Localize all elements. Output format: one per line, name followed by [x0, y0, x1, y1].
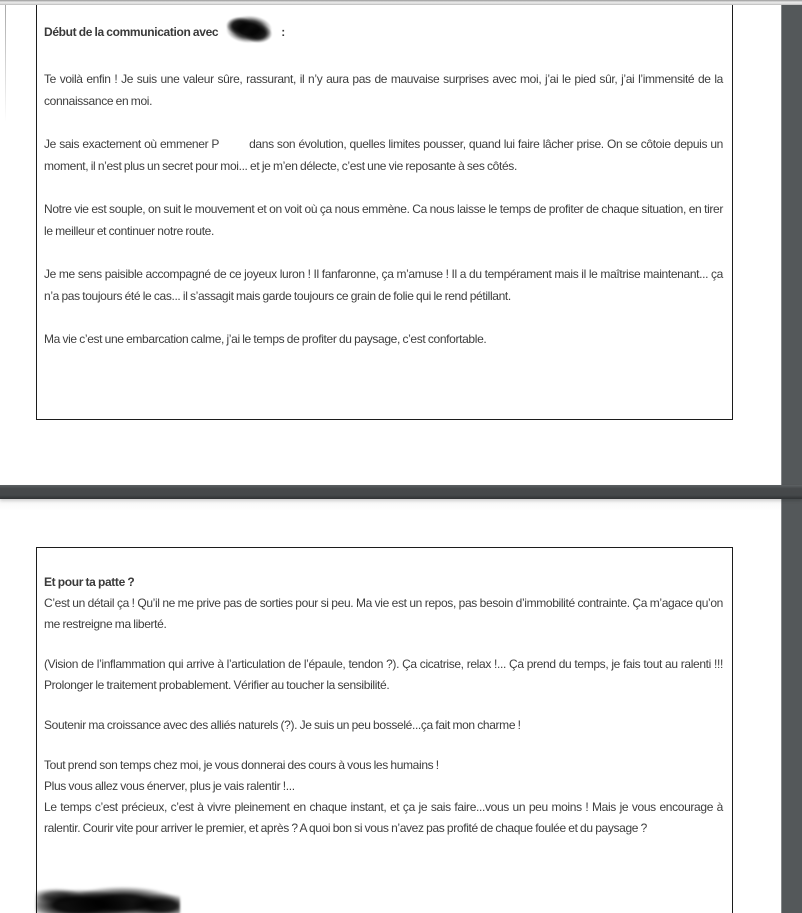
- left-page-edge-line: [5, 4, 6, 122]
- page-break-band: [0, 485, 802, 499]
- redacted-name-scribble: [220, 11, 278, 49]
- page1-paragraph-2: [44, 134, 723, 177]
- page1-paragraph-2-end: dans son évolution, quelles limites pousser, quand lui faire lâcher prise. On se côtoie depuis un moment, il n’est plus un secret pour moi... et je m’en délecte, c’est une vie reposante à ses côtés.: [44, 137, 723, 173]
- page2-paragraph-2: (Vision de l’inflammation qui arrive à l’articulation de l’épaule, tendon ?). Ça cicatrise, relax !... Ça prend du temps, je fais tout au ralenti !!! Prolonger le traitement probablement. Vérifier au toucher la sensibilité.: [44, 657, 723, 692]
- page1-title-text: Début de la communication avec: [44, 25, 219, 39]
- page2-line-3: Le temps c’est précieux, c’est à vivre pleinement en chaque instant, et ça je sais faire...vous un peu moins ! Mais je vous encourage à ralentir. Courir vite pour arriver le premier, et après ? A quoi bon si vous n’avez pas profité de chaque foulée et du paysage ?: [44, 800, 723, 835]
- page1-paragraph-5: Ma vie c’est une embarcation calme, j’ai le temps de profiter du paysage, c’est confortable.: [44, 332, 487, 346]
- page1-title-colon: :: [281, 25, 285, 39]
- page2-paragraph-1: C’est un détail ça ! Qu’il ne me prive pas de sorties pour si peu. Ma vie est un repos, pas besoin d’immobilité contrainte. Ça m’agace qu’on me restreigne ma liberté.: [44, 596, 723, 631]
- page1-title: [44, 11, 723, 49]
- right-gutter: [781, 0, 802, 913]
- page1-paragraph-1: Te voilà enfin ! Je suis une valeur sûre, rassurant, il n’y aura pas de mauvaise surprises avec moi, j’ai le pied sûr, j’ai l’immensité de la connaissance en moi.: [44, 72, 723, 108]
- page1-paragraph-2-start: Je sais exactement où emmener P: [44, 137, 220, 151]
- page2-line-1: Tout prend son temps chez moi, je vous donnerai des cours à vous les humains !: [44, 758, 439, 772]
- redacted-signature-scribble: [36, 879, 180, 913]
- communication-box-page2: [36, 547, 733, 913]
- page2-line-2: Plus vous allez vous énerver, plus je vais ralentir !...: [44, 779, 295, 793]
- page1-paragraph-3: Notre vie est souple, on suit le mouvement et on voit où ça nous emmène. Ca nous laisse le temps de profiter de chaque situation, en tirer le meilleur et continuer notre route.: [44, 202, 723, 238]
- page2-title: Et pour ta patte ?: [44, 575, 135, 589]
- top-window-edge: [0, 0, 802, 5]
- page1-paragraph-4: Je me sens paisible accompagné de ce joyeux luron ! Il fanfaronne, ça m’amuse ! Il a du tempérament mais il le maîtrise maintenant... ça n’a pas toujours été le cas... il s’assagit mais garde toujours ce grain de folie qui le rend pétillant.: [44, 267, 723, 303]
- page2-paragraph-3: Soutenir ma croissance avec des alliés naturels (?). Je suis un peu bosselé...ça fait mon charme !: [44, 718, 521, 732]
- communication-box-page1: [36, 0, 733, 420]
